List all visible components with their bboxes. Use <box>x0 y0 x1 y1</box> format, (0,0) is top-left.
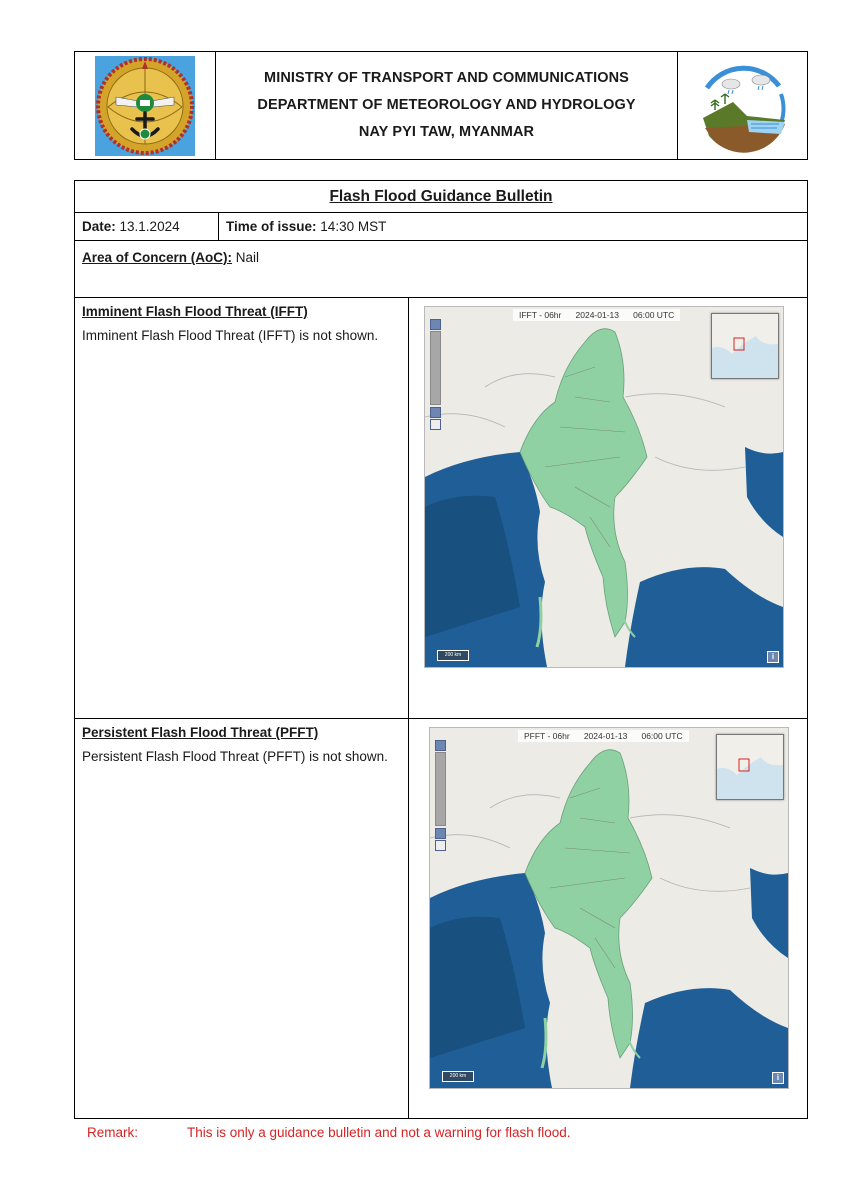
letterhead <box>74 51 808 160</box>
ifft-layer-button[interactable] <box>430 419 441 430</box>
pfft-overview-map <box>716 734 784 800</box>
pfft-layer-button[interactable] <box>435 840 446 851</box>
bulletin-title: Flash Flood Guidance Bulletin <box>329 187 553 205</box>
ifft-info-icon[interactable]: i <box>767 651 779 663</box>
ifft-text-cell <box>75 298 409 718</box>
pfft-section <box>75 719 807 1118</box>
time-label: Time of issue: <box>226 219 317 234</box>
ministry-title-block <box>216 52 677 159</box>
pfft-zoom-out-button[interactable] <box>435 828 446 839</box>
date-label: Date: <box>82 219 116 234</box>
ministry-name: MINISTRY OF TRANSPORT AND COMMUNICATIONS <box>264 70 629 86</box>
ifft-map-header: IFFT - 06hr 2024-01-13 06:00 UTC <box>513 309 680 321</box>
pfft-title: Persistent Flash Flood Threat (PFFT) <box>82 725 319 740</box>
ifft-pan-control[interactable] <box>430 319 441 330</box>
remark-label: Remark: <box>87 1125 139 1140</box>
ministry-emblem-icon <box>94 55 196 157</box>
pfft-text-cell <box>75 719 409 1118</box>
ifft-zoom-out-button[interactable] <box>430 407 441 418</box>
ifft-scale-bar: 200 km <box>437 650 469 661</box>
ifft-body: Imminent Flash Flood Threat (IFFT) is not shown. <box>82 328 379 343</box>
aoc-label: Area of Concern (AoC): <box>82 250 233 265</box>
bulletin-table <box>74 180 808 1119</box>
ifft-overview-map <box>711 313 779 379</box>
time-value: 14:30 MST <box>320 219 387 234</box>
pfft-map[interactable] <box>429 727 789 1089</box>
ifft-title: Imminent Flash Flood Threat (IFFT) <box>82 304 308 319</box>
remark-text: This is only a guidance bulletin and not a warning for flash flood. <box>187 1125 571 1140</box>
aoc-value: Nail <box>235 250 260 265</box>
ifft-map[interactable] <box>424 306 784 668</box>
pfft-body: Persistent Flash Flood Threat (PFFT) is not shown. <box>82 749 388 764</box>
date-time-row <box>75 213 807 241</box>
pfft-info-icon[interactable]: i <box>772 1072 784 1084</box>
pfft-zoom-slider[interactable] <box>435 752 446 826</box>
date-value: 13.1.2024 <box>119 219 180 234</box>
hydrologic-cycle-icon <box>695 58 791 154</box>
remark <box>87 1125 570 1140</box>
pfft-pan-control[interactable] <box>435 740 446 751</box>
time-cell <box>219 213 807 240</box>
pfft-scale-bar: 200 km <box>442 1071 474 1082</box>
right-logo-cell <box>677 52 807 159</box>
date-cell <box>75 213 219 240</box>
location-name: NAY PYI TAW, MYANMAR <box>358 124 535 140</box>
left-logo-cell <box>75 52 216 159</box>
pfft-map-header: PFFT - 06hr 2024-01-13 06:00 UTC <box>518 730 689 742</box>
ifft-section <box>75 298 807 719</box>
ifft-zoom-slider[interactable] <box>430 331 441 405</box>
bulletin-title-row <box>75 181 807 213</box>
department-name: DEPARTMENT OF METEOROLOGY AND HYDROLOGY <box>257 97 636 113</box>
area-of-concern-row <box>75 241 807 298</box>
